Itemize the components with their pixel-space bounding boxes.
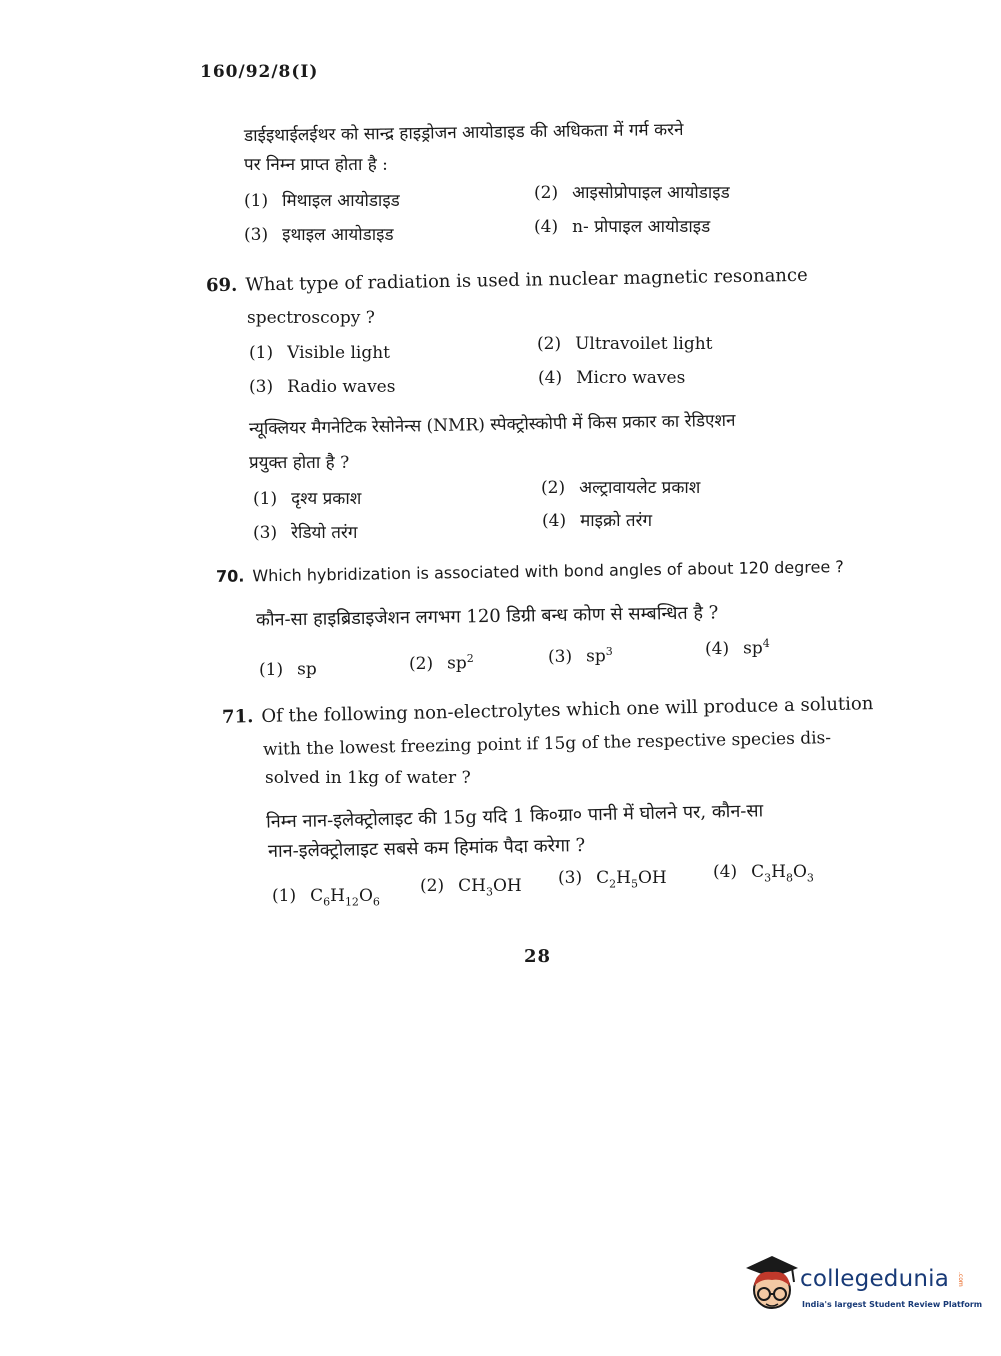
question-text-line: with the lowest freezing point if 15g of the respective species dis- [262,728,832,760]
formula: $C_6H_{12}O_6$ [310,886,380,909]
question-number: 71. [221,706,254,728]
option-2: (2) आइसोप्रोपाइल आयोडाइड [534,183,730,203]
question-number: 70. [215,566,245,586]
option-4: (4) $sp^4$ [705,637,770,659]
question-text-line: कौन-सा हाइब्रिडाइजेशन लगभग 120 डिग्री बन्ध कोण से सम्बन्धित है ? [255,602,719,631]
collegedunia-logo [742,1250,983,1320]
option-1: (1) Visible light [249,343,390,363]
question-text-line: spectroscopy ? [247,308,375,328]
option-3: (3) $sp^3$ [548,645,613,667]
option-2: (2) अल्ट्रावायलेट प्रकाश [541,478,701,498]
option-3: (3) रेडियो तरंग [253,523,358,543]
formula: $CH_3OH$ [458,876,522,899]
option-3: (3) Radio waves [249,377,396,397]
question-text-line: निम्न नान-इलेक्ट्रोलाइट की 15g यदि 1 कि०ग्रा० पानी में घोलने पर, कौन-सा [265,800,764,833]
question-text-line: 69. What type of radiation is used in nuclear magnetic resonance [205,264,808,297]
formula: $C_3H_8O_3$ [751,862,814,885]
question-number: 69. [205,274,238,297]
option-2: (2) $CH_3OH$ [420,876,522,899]
option-4: (4) Micro waves [538,368,686,388]
logo-domain: .com [957,1272,964,1287]
option-3: (3) $C_2H_5OH$ [558,868,667,891]
question-text-line: पर निम्न प्राप्त होता है : [244,155,388,175]
option-1: (1) मिथाइल आयोडाइड [244,191,400,211]
logo-tagline: India's largest Student Review Platform [802,1300,983,1309]
option-1: (1) sp [259,659,317,680]
option-3: (3) इथाइल आयोडाइड [244,225,394,245]
question-text-line: डाईइथाईलईथर को सान्द्र हाइड्रोजन आयोडाइड की अधिकता में गर्म करने [243,119,684,147]
option-2: (2) $sp^2$ [409,652,474,674]
question-text-line: न्यूक्लियर मैगनेटिक रेसोनेन्स (NMR) स्पेक्ट्रोस्कोपी में किस प्रकार का रेडिएशन [248,410,736,440]
question-text-line: 70. Which hybridization is associated with bond angles of about 120 degree ? [215,557,844,586]
page-number: 28 [524,946,552,967]
option-2: (2) Ultravoilet light [537,334,713,354]
question-text-line: 71. Of the following non-electrolytes which one will produce a solution [221,693,874,728]
formula: $C_2H_5OH$ [596,868,667,891]
student-mascot-icon [742,1250,798,1314]
question-text-line: प्रयुक्त होता है ? [249,453,350,473]
option-1: (1) दृश्य प्रकाश [253,489,362,509]
question-text-line: solved in 1kg of water ? [265,768,471,788]
question-text-line: नान-इलेक्ट्रोलाइट सबसे कम हिमांक पैदा करेगा ? [267,834,586,863]
option-4: (4) $C_3H_8O_3$ [713,862,814,885]
logo-wordmark: collegedunia [800,1266,950,1292]
option-4: (4) माइक्रो तरंग [542,511,653,531]
paper-code: 160/92/8(I) [200,62,319,82]
option-1: (1) $C_6H_{12}O_6$ [272,886,380,909]
option-4: (4) n- प्रोपाइल आयोडाइड [534,217,711,237]
